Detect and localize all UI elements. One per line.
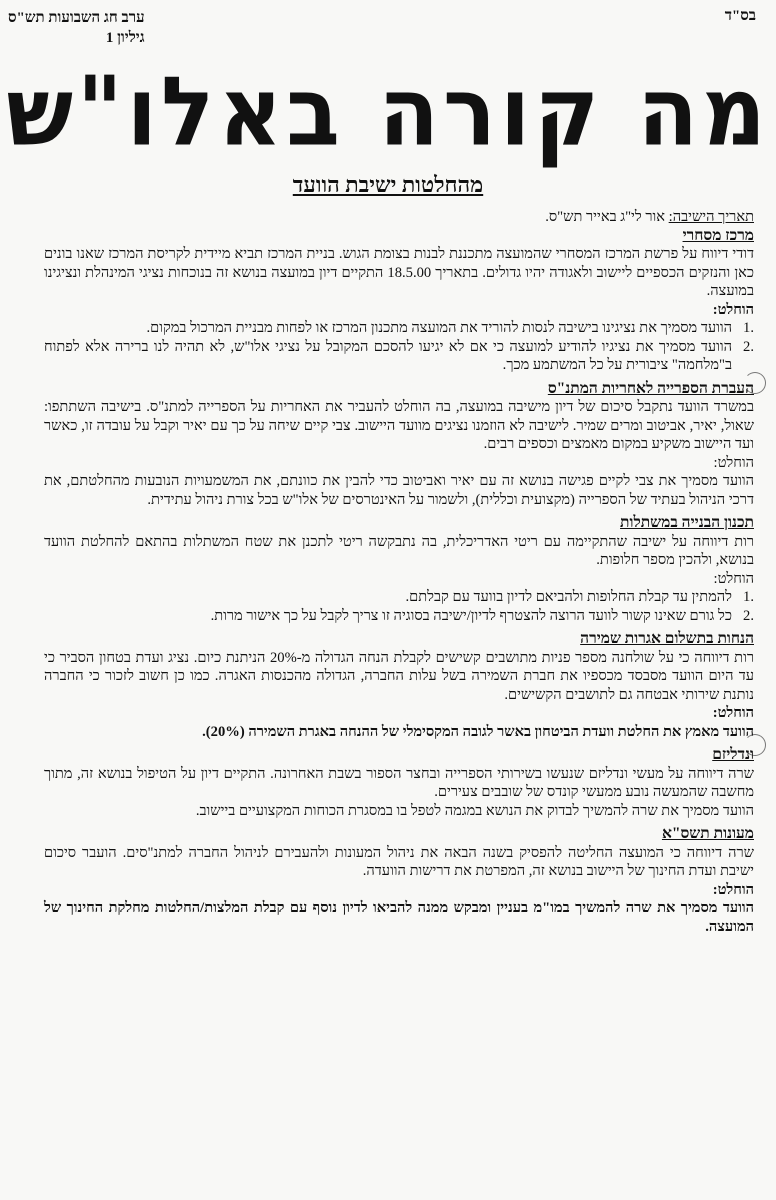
list-item: .1 הוועד מסמיך את נציגינו בישיבה לנסות להוריד את המועצה מתכנון המרכז או לפחות מבניית המרכול במקום. bbox=[146, 320, 754, 336]
section-body: דודי דיווח על פרשת המרכז המסחרי שהמועצה מתכננת לבנות בצומת הגוש. בניית המרכז תביא מיידית לקריסת המרכז שאנו בונים כאן והנזקים הכספיים ליישוב ולאגודה יהיו גדולים. בתאריך 18.5.00 התקיים דיון במועצה בנושא זה בנוכחות נציגי המינהלת ונציגינו במועצה. bbox=[44, 246, 754, 299]
decided-label: הוחלט: bbox=[713, 570, 754, 587]
section-body: שרה דיווחה כי המועצה החליטה להפסיק בשנה הבאה את ניהול המעונות ולהעבירם לניהול החברה למתנ"סים. הועבר סיכום ישיבת ועדת החינוך של היישוב בנושא זה, המפרטת את דרישות הוועדה. bbox=[44, 844, 754, 879]
issue-info bbox=[8, 8, 145, 48]
decided-label: הוחלט: bbox=[712, 705, 754, 721]
section-title-guard-fee-discounts: הנחות בתשלום אגרות שמירה bbox=[580, 630, 754, 647]
issue-date: ערב חג השבועות תש"ס bbox=[8, 10, 145, 26]
section-resolution: הוועד מסמיך את צבי לקיים פגישה בנושא זה עם יאיר ואביטוב כדי להבין את כוונתם, את המשמעויות הנובעות מהחלטתם, את דרכי הניהול בעתיד של הספרייה (מקצועית וכללית), ולשמור על האינטרסים של אלו"ש בכל צורת ניהול עתידית. bbox=[44, 473, 754, 508]
page-subtitle: מהחלטות ישיבת הוועד bbox=[292, 172, 484, 197]
section-body: שרה דיווחה על מעשי ונדליזם שנעשו בשירותי הספרייה ובחצר הספור בשבת האחרונה. התקיים דיון על הטיפול בנושא זה, מתוך מחשבה שהמעשה נובע ממעשי קונדס של שובבים צעירים. bbox=[44, 765, 754, 800]
corner-header-right: בס"ד bbox=[724, 8, 756, 24]
section-body: במשרד הוועד נתקבל סיכום של דיון מישיבה במועצה, בה הוחלט להעביר את האחריות על הספרייה למתנ"ס. בישיבה השתתפו: שאול, יאיר, אביטוב ומרים שמיר. לישיבה לא הוזמנו נציגים מוועד היישוב. צבי קיים שיחה על כך עם יאיר וקבל על עובדה זו, כאשר ועד היישוב משקיע במקום מאמצים וכספים רבים. bbox=[44, 399, 754, 452]
section-title-nursery-construction: תכנון הבנייה במשתלות bbox=[620, 514, 754, 531]
section-title-library: העברת הספרייה לאחריות המתנ"ס bbox=[547, 379, 754, 397]
list-item: .1 להמתין עד קבלת החלופות ולהביאם לדיון בוועד עם קבלתם. bbox=[405, 589, 754, 605]
decided-label: הוחלט: bbox=[712, 881, 754, 898]
section-resolution: הוועד מסמיך את שרה להמשיך במו"מ בעניין ומבקש ממנה להביאו לדיון נוסף עם קבלת המלצות/החלטות מחלקת החינוך של המועצה. bbox=[44, 900, 754, 935]
issue-number: גיליון 1 bbox=[105, 30, 145, 46]
section-resolution: הוועד מסמיך את שרה להמשיך לבדוק את הנושא במגמה לטפל בו במסגרת הכוחות המקצועיים ביישוב. bbox=[195, 802, 754, 819]
decided-label: הוחלט: bbox=[713, 454, 754, 471]
list-item: .2 הוועד מסמיך את נציגיו להודיע למועצה כי אם לא יגיעו להסכם המקובל על נציגי אלו"ש, לא תהיה לנו ברירה אלא לפתוח ב"מלחמה" ציבורית על כל המשתמע מכך. bbox=[44, 338, 754, 373]
resolution-list bbox=[44, 588, 754, 625]
section-body: רות דיווחה על ישיבה שהתקיימה עם ריטי האדריכלית, בה נתבקשה ריטי לתכנן את שטח המשתלות בהתאם להחלטת הוועד בנושא, ולהכין מספר חלופות. bbox=[44, 533, 754, 568]
newsletter-masthead: מה קורה באלו"ש bbox=[6, 55, 770, 168]
section-resolution: הוועד מאמץ את החלטת וועדת הביטחון באשר לגובה המקסימלי של ההנחה באגרת השמירה (20%). bbox=[202, 723, 754, 740]
minutes-content bbox=[44, 208, 754, 936]
meeting-date-value: אור לי"ג באייר תש"ס. bbox=[545, 209, 669, 225]
section-body: רות דיווחה כי על שולחנה מספר פניות מתושבים קשישים לקבלת הנחה הגדולה מ-20% הניתנת כיום. נציג ועדת בטחון הסביר כי עד היום הוועד מסבסד מכספיו את חברת השמירה בשל עלות החברה, הגדולה מהכנסות האגרה. כמו כן חשוב לזכור כי החברה נותנת שירותי אבטחה גם לתושבים הקשישים. bbox=[44, 649, 754, 703]
decided-label: הוחלט: bbox=[712, 301, 754, 318]
section-title-commercial-center: מרכז מסחרי bbox=[682, 226, 754, 244]
section-title-vandalism: ונדליזם bbox=[712, 746, 754, 763]
resolution-list bbox=[44, 319, 754, 375]
list-item: .2 כל גורם שאינו קשור לוועד הרוצה להצטרף לדיון/ישיבה בסוגיה זו צריך לקבל על כך אישור מרות. bbox=[210, 607, 754, 624]
meeting-date-label: תאריך הישיבה: bbox=[668, 209, 754, 225]
meeting-date bbox=[44, 208, 754, 227]
section-title-daycare: מעונות תשס"א bbox=[661, 825, 754, 842]
